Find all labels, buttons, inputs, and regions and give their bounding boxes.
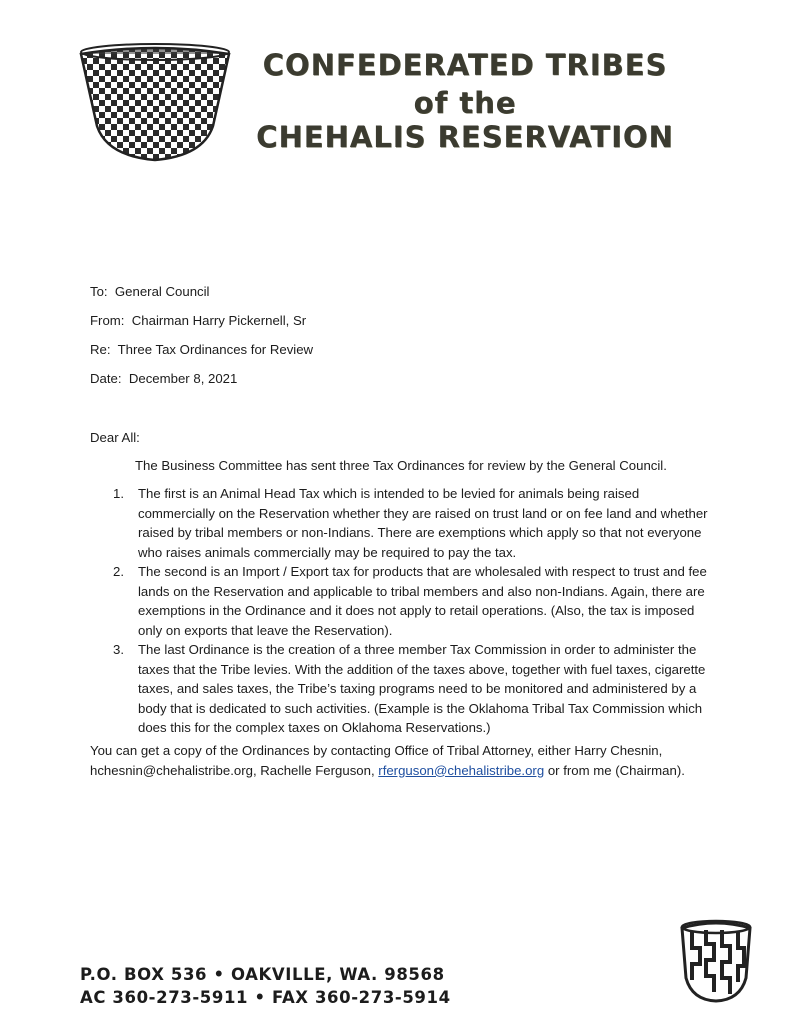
re-label: Re:	[90, 342, 111, 357]
list-item	[113, 562, 713, 640]
date-label: Date:	[90, 371, 122, 386]
salutation: Dear All:	[90, 430, 140, 445]
footer-phones: AC 360-273-5911 • FAX 360-273-5914	[80, 988, 451, 1007]
ordinance-list	[113, 484, 713, 738]
org-title-line3: CHEHALIS RESERVATION	[256, 120, 674, 154]
list-item-text: The second is an Import / Export tax for products that are wholesaled with respect to trust and fee lands on the Reservation and applicable to tribal members and also non-Indians. Again, there are exemptions in the Ordinance and it does not apply to retail operations. (Also, the tax is imposed only on exports that leave the Reservation).	[138, 564, 707, 638]
org-title-line2: of the	[413, 86, 517, 120]
re-value: Three Tax Ordinances for Review	[117, 342, 314, 357]
memo-to	[90, 284, 209, 299]
intro-paragraph: The Business Committee has sent three Tax Ordinances for review by the General Council.	[135, 458, 667, 473]
closing-text: You can get a copy of the Ordinances by contacting Office of Tribal Attorney, either Harry Chesnin, hchesnin@chehalistribe.org, Rachelle Ferguson,	[90, 743, 663, 778]
list-number: 2.	[113, 564, 124, 579]
small-basket-icon	[676, 918, 756, 1003]
memo-date	[90, 371, 237, 386]
list-number: 3.	[113, 642, 124, 657]
from-label: From:	[90, 313, 125, 328]
footer-address: P.O. BOX 536 • OAKVILLE, WA. 98568	[80, 965, 445, 984]
memo-from	[90, 313, 306, 328]
list-item-text: The last Ordinance is the creation of a three member Tax Commission in order to administer the taxes that the Tribe levies. With the addition of the taxes above, together with fuel taxes, cigarette taxes, and sales taxes, the Tribe’s taxing programs need to be monitored and administered by a body that is dedicated to such activities. (Example is the Oklahoma Tribal Tax Commission which does this for the complex taxes on Oklahoma Reservations.)	[138, 642, 706, 735]
org-title-line1: CONFEDERATED TRIBES	[262, 48, 668, 82]
list-item	[113, 484, 713, 562]
list-item	[113, 640, 713, 738]
closing-text-end: or from me (Chairman).	[547, 762, 685, 778]
from-value: Chairman Harry Pickernell, Sr	[131, 313, 307, 328]
list-item-text: The first is an Animal Head Tax which is intended to be levied for animals being raised commercially on the Reservation whether they are raised on trust land or on fee land and whether raised by tribal members or non-Indians. There are exemptions which apply so that not everyone who raises animals commercially may be required to pay the tax.	[138, 486, 708, 560]
closing-paragraph	[90, 741, 720, 780]
list-number: 1.	[113, 486, 124, 501]
to-label: To:	[90, 284, 108, 299]
memo-re	[90, 342, 313, 357]
to-value: General Council	[114, 284, 210, 299]
email-link[interactable]: rferguson@chehalistribe.org	[378, 762, 545, 778]
date-value: December 8, 2021	[128, 371, 238, 386]
